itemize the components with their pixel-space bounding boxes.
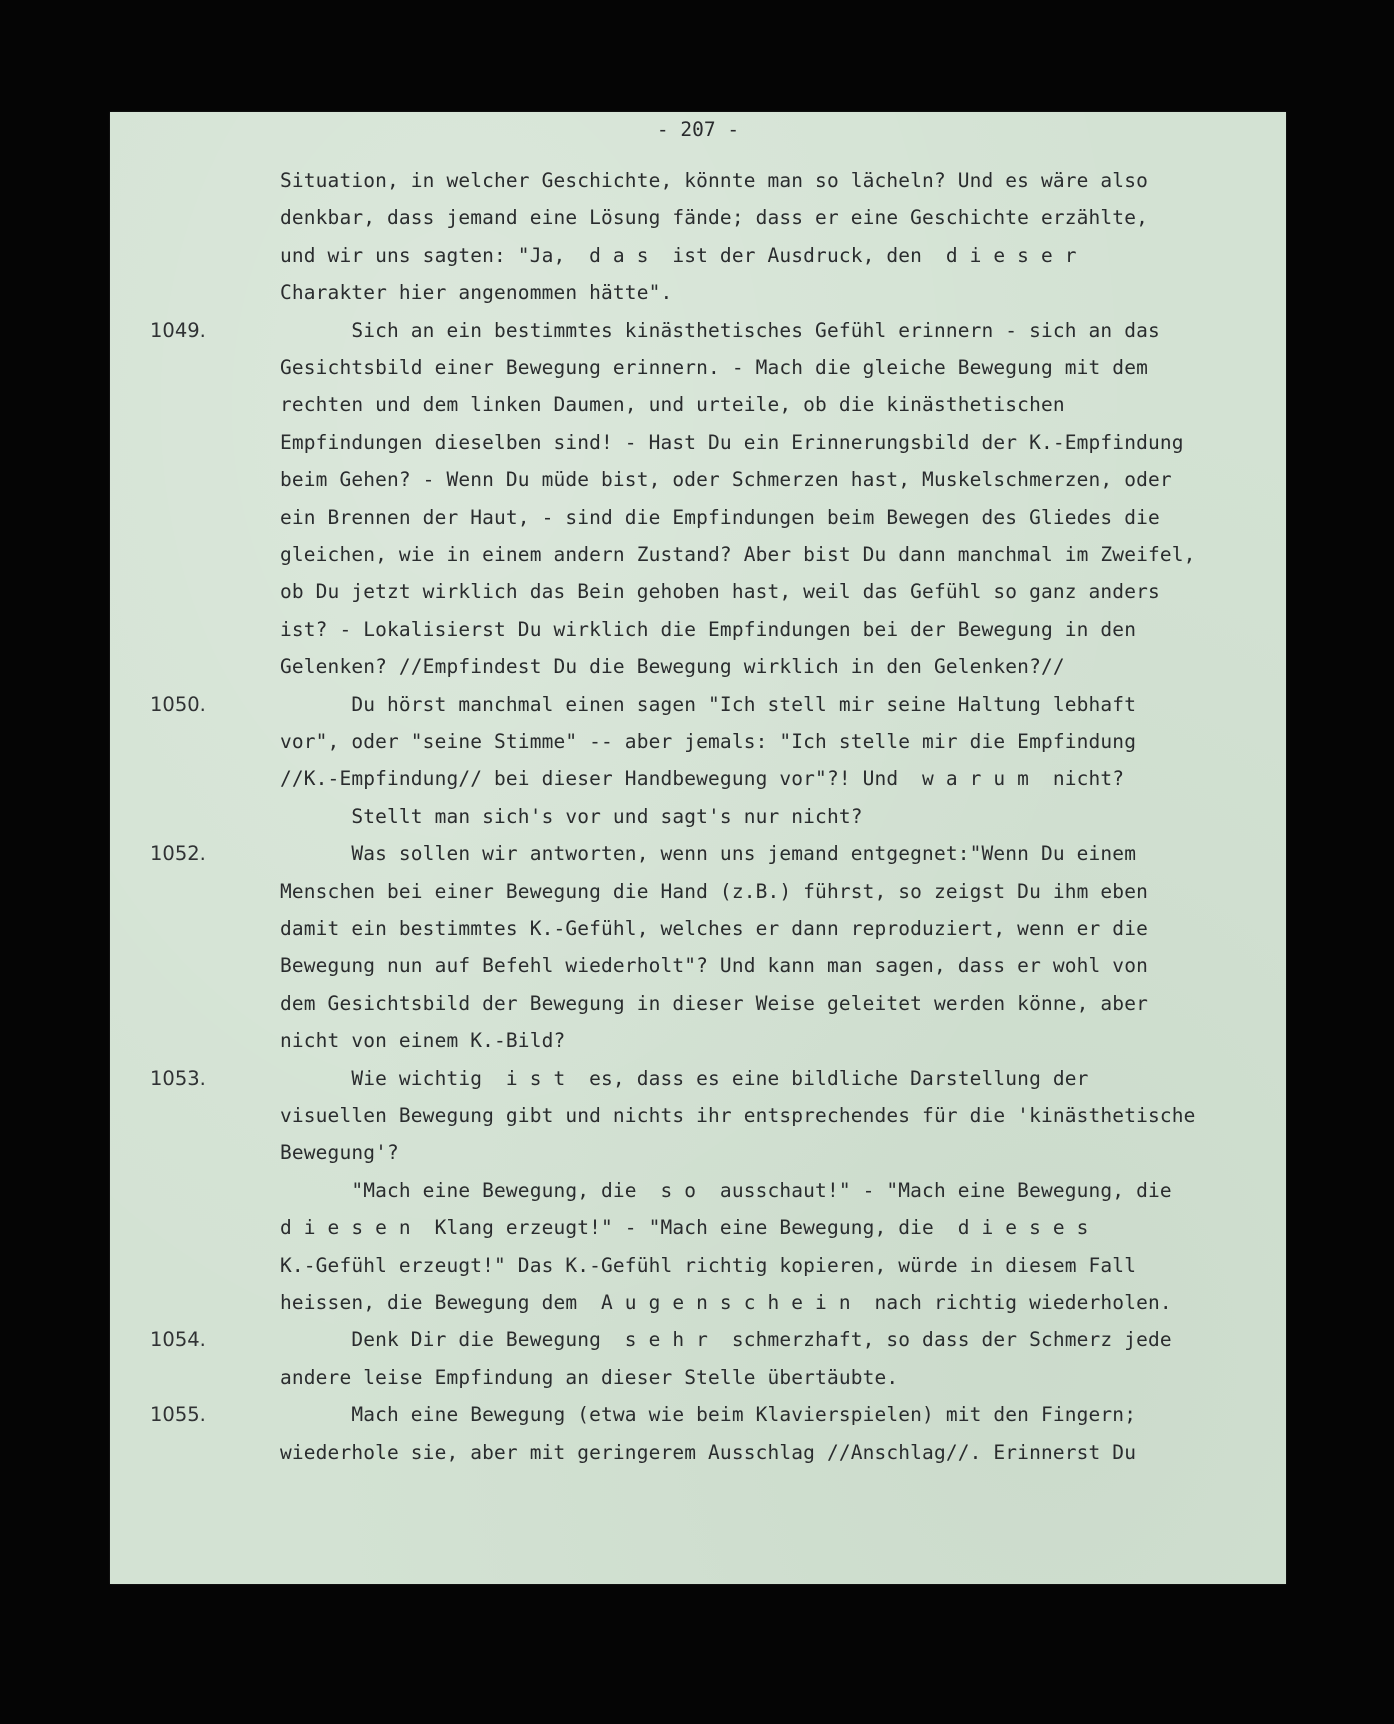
paragraph-number: 1050.: [150, 692, 206, 716]
text-line: andere leise Empfindung an dieser Stelle übertäubte.: [280, 1365, 899, 1389]
text-line: rechten und dem linken Daumen, und urteile, ob die kinästhetischen: [280, 393, 1065, 417]
paragraph-number: 1052.: [150, 842, 206, 866]
text-line: und wir uns sagten: "Ja, d a s ist der Ausdruck, den d i e s e r: [280, 243, 1077, 267]
text-line: Du hörst manchmal einen sagen "Ich stell mir seine Haltung lebhaft: [280, 692, 1137, 716]
text-line: //K.-Empfindung// bei dieser Handbewegung vor"?! Und w a r u m nicht?: [280, 767, 1125, 791]
paragraph-number: 1053.: [150, 1066, 206, 1090]
text-line: nicht von einem K.-Bild?: [280, 1029, 566, 1053]
text-line: ein Brennen der Haut, - sind die Empfindungen beim Bewegen des Gliedes die: [280, 505, 1160, 529]
text-line: Gelenken? //Empfindest Du die Bewegung wirklich in den Gelenken?//: [280, 655, 1065, 679]
text-line: d i e s e n Klang erzeugt!" - "Mach eine Bewegung, die d i e s e s: [280, 1216, 1089, 1240]
text-line: Wie wichtig i s t es, dass es eine bildliche Darstellung der: [280, 1066, 1089, 1090]
paragraph-number: 1055.: [150, 1403, 206, 1427]
text-line: gleichen, wie in einem andern Zustand? Aber bist Du dann manchmal im Zweifel,: [280, 543, 1196, 566]
text-line: Mach eine Bewegung (etwa wie beim Klavierspielen) mit den Fingern;: [280, 1403, 1137, 1427]
text-line: Gesichtsbild einer Bewegung erinnern. - Mach die gleiche Bewegung mit dem: [280, 356, 1148, 379]
text-line: damit ein bestimmtes K.-Gefühl, welches er dann reproduziert, wenn er die: [280, 917, 1148, 940]
text-line: heissen, die Bewegung dem A u g e n s c h e i n nach richtig wiederholen.: [280, 1291, 1172, 1314]
text-line: beim Gehen? - Wenn Du müde bist, oder Schmerzen hast, Muskelschmerzen, oder: [280, 468, 1172, 492]
text-line: Sich an ein bestimmtes kinästhetisches Gefühl erinnern - sich an das: [280, 318, 1160, 342]
text-line: Empfindungen dieselben sind! - Hast Du ein Erinnerungsbild der K.-Empfindung: [280, 430, 1184, 454]
text-line: wiederhole sie, aber mit geringerem Ausschlag //Anschlag//. Erinnerst Du: [280, 1440, 1137, 1464]
paragraph-number: 1054.: [150, 1328, 206, 1352]
text-line: ob Du jetzt wirklich das Bein gehoben hast, weil das Gefühl so ganz anders: [280, 580, 1160, 604]
text-line: Situation, in welcher Geschichte, könnte man so lächeln? Und es wäre also: [280, 169, 1148, 192]
typewritten-sheet: [110, 112, 1286, 1584]
text-line: Was sollen wir antworten, wenn uns jemand entgegnet:"Wenn Du einem: [280, 842, 1137, 866]
text-line: K.-Gefühl erzeugt!" Das K.-Gefühl richtig kopieren, würde in diesem Fall: [280, 1253, 1137, 1277]
page-number: - 207 -: [656, 118, 740, 141]
text-line: visuellen Bewegung gibt und nichts ihr entsprechendes für die 'kinästhetische: [280, 1104, 1196, 1127]
text-line: Denk Dir die Bewegung s e h r schmerzhaft, so dass der Schmerz jede: [280, 1328, 1172, 1352]
text-line: Bewegung nun auf Befehl wiederholt"? Und kann man sagen, dass er wohl von: [280, 954, 1148, 978]
text-line: Stellt man sich's vor und sagt's nur nicht?: [280, 804, 863, 828]
text-line: Bewegung'?: [280, 1141, 399, 1165]
text-line: denkbar, dass jemand eine Lösung fände; dass er eine Geschichte erzählte,: [280, 206, 1148, 230]
text-line: dem Gesichtsbild der Bewegung in dieser Weise geleitet werden könne, aber: [280, 991, 1148, 1015]
text-line: ist? - Lokalisierst Du wirklich die Empfindungen bei der Bewegung in den: [280, 617, 1137, 641]
text-line: "Mach eine Bewegung, die s o ausschaut!" - "Mach eine Bewegung, die: [280, 1178, 1172, 1202]
paragraph-number: 1049.: [150, 318, 206, 342]
text-line: vor", oder "seine Stimme" -- aber jemals: "Ich stelle mir die Empfindung: [280, 730, 1137, 753]
text-line: Menschen bei einer Bewegung die Hand (z.B.) führst, so zeigst Du ihm eben: [280, 879, 1148, 903]
text-line: Charakter hier angenommen hätte".: [280, 281, 673, 305]
